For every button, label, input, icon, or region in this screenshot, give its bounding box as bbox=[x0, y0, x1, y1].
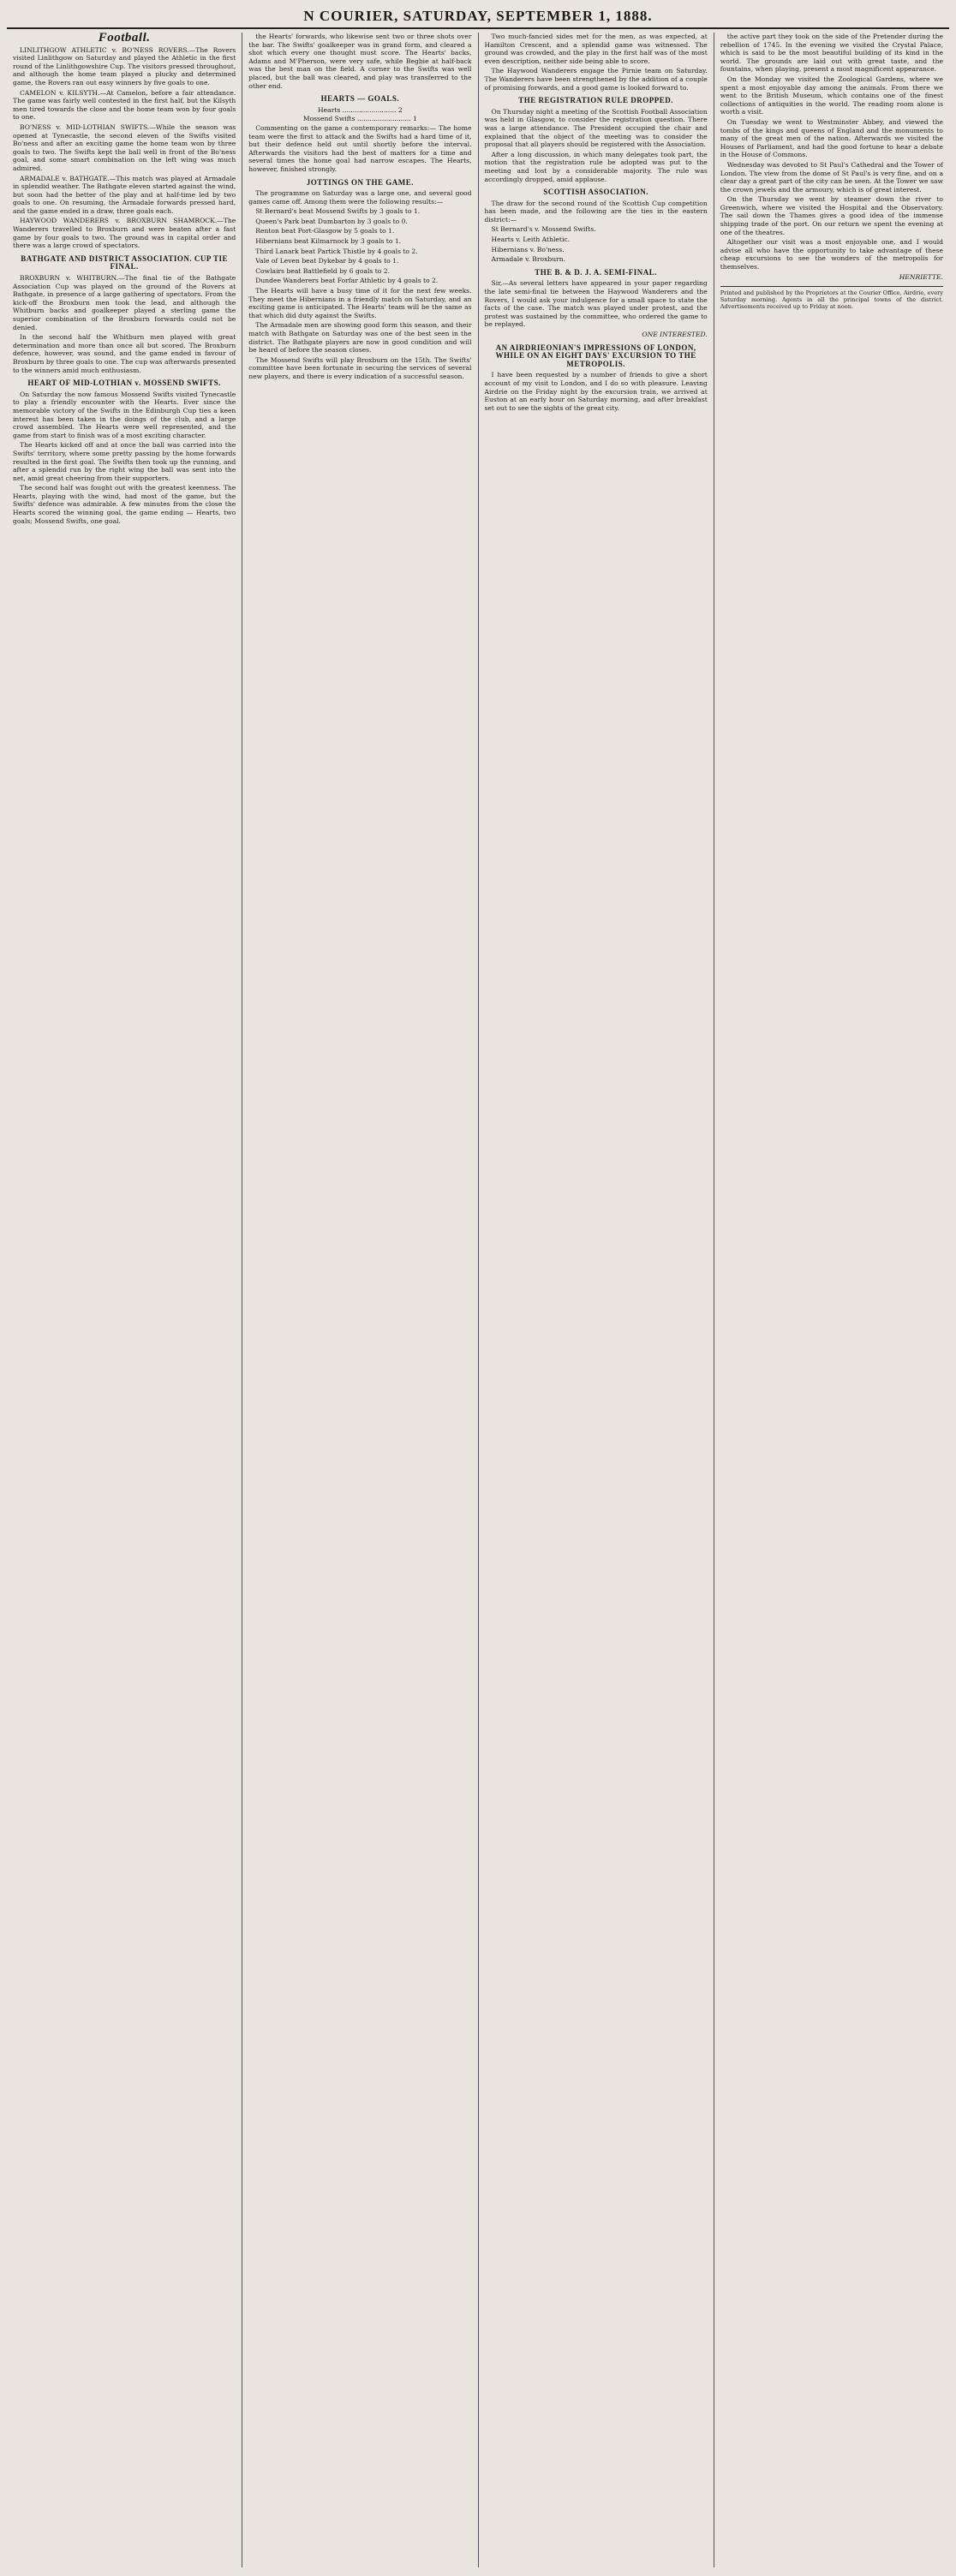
section-heading: BATHGATE AND DISTRICT ASSOCIATION. CUP TIE FINAL. bbox=[21, 253, 228, 271]
article-paragraph: After a long discussion, in which many delegates took part, the motion that the registration rule be adopted was put to the meeting and lost by a considerable majority. The rule was accordingly dropped, amid applause. bbox=[484, 150, 708, 183]
article-paragraph: the Hearts' forwards, who likewise sent two or three shots over the bar. The Swifts' goalkeeper was in grand form, and cleared a shot which every one thought must score. The Hearts' backs, Adams and M'Pherson, were very safe, while Begbie at half-back was the best man on the field. A corner to the Swifts was well placed, but the ball was cleared, and play was transferred to the other end. bbox=[248, 33, 472, 90]
masthead bbox=[7, 5, 949, 29]
article-paragraph: the active part they took on the side of the Pretender during the rebellion of 1745. In the evening we visited the Crystal Palace, which is said to be the most beautiful building of its kind in the world. The grounds are laid out with great taste, and the fountains, when playing, present a most magnificent appearance. bbox=[720, 33, 943, 74]
article-paragraph: Wednesday was devoted to St Paul's Cathedral and the Tower of London. The view from the dome of St Paul's is very fine, and on a clear day a great part of the city can be seen. At the Tower we saw the crown jewels and the armoury, which is of great interest. bbox=[720, 160, 943, 194]
article-paragraph: The programme on Saturday was a large one, and several good games came off. Among them were the following results:— bbox=[248, 189, 472, 206]
article-paragraph: Sir,—As several letters have appeared in your paper regarding the late semi-final tie between the Haywood Wanderers and the Rovers, I would ask your indulgence for a small space to state the facts of the case. The match was played under protest, and the protest was sustained by the committee, who ordered the game to be replayed. bbox=[484, 279, 708, 329]
section-heading: HEART OF MID-LOTHIAN v. MOSSEND SWIFTS. bbox=[27, 379, 221, 388]
article-paragraph: On the Monday we visited the Zoological Gardens, where we spent a most enjoyable day among the animals. From there we went to the British Museum, which contains one of the finest collections of antiquities in the world. The reading room alone is worth a visit. bbox=[720, 75, 943, 116]
result-item: Armadale v. Broxburn. bbox=[491, 255, 566, 264]
article-paragraph: Commenting on the game a contemporary remarks:— The home team were the first to attack and the Swifts had a hard time of it, but their defence held out until shortly before the interval. Afterwards the visitors had the best of matters for a time and several times the home goal had narrow escapes. The Hearts, however, finished strongly. bbox=[248, 123, 472, 173]
article-paragraph: On Tuesday we went to Westminster Abbey, and viewed the tombs of the kings and queens of England and the monuments to many of the great men of the nation. Afterwards we visited the Houses of Parliament, and had the good fortune to hear a debate in the House of Commons. bbox=[720, 117, 943, 159]
section-heading: JOTTINGS ON THE GAME. bbox=[306, 177, 415, 187]
result-item: Cowlairs beat Battlefield by 6 goals to 2. bbox=[255, 266, 390, 275]
article-paragraph: ARMADALE v. BATHGATE.—This match was played at Armadale in splendid weather. The Bathgate eleven started against the wind, but soon had the better of the play and at half-time led by two goals to one. On resuming, the Armadale forwards pressed hard, and the game ended in a draw, three goals each. bbox=[13, 174, 236, 215]
article-paragraph: LINLITHGOW ATHLETIC v. BO'NESS ROVERS.—The Rovers visited Linlithgow on Saturday and played the Athletic in the first round of the Linlithgowshire Cup. The visitors pressed throughout, and although the home team played a plucky and determined game, the Rovers ran out easy winners by five goals to one. bbox=[13, 45, 236, 86]
section-heading: AN AIRDRIEONIAN'S IMPRESSIONS OF LONDON, WHILE ON AN EIGHT DAYS' EXCURSION TO THE METROPOLIS. bbox=[495, 343, 696, 368]
masthead-title: N COURIER, SATURDAY, SEPTEMBER 1, 1888. bbox=[303, 8, 653, 24]
result-item: Hibernians beat Kilmarnock by 3 goals to 1. bbox=[255, 237, 402, 246]
column-4 bbox=[714, 33, 949, 2567]
result-item: Queen's Park beat Dumbarton by 3 goals to 0. bbox=[255, 217, 408, 225]
columns bbox=[7, 33, 949, 2567]
score-line: Hearts .......................... 2 bbox=[318, 105, 403, 114]
article-paragraph: HAYWOOD WANDERERS v. BROXBURN SHAMROCK.—The Wanderers travelled to Broxburn and were beaten after a fast game by four goals to two. The ground was in capital order and there was a large crowd of spectators. bbox=[13, 217, 236, 250]
result-item: Third Lanark beat Partick Thistle by 4 goals to 2. bbox=[255, 247, 418, 255]
section-heading: Football. bbox=[98, 33, 151, 45]
article-paragraph: Two much-fancied sides met for the men, as was expected, at Hamilton Crescent, and a splendid game was witnessed. The ground was crowded, and the play in the first half was of the most even description, neither side being able to score. bbox=[484, 33, 708, 65]
article-paragraph: I have been requested by a number of friends to give a short account of my visit to London, and I do so with pleasure. Leaving Airdrie on the Friday night by the excursion train, we arrived at Euston at an early hour on Saturday morning, and after breakfast set out to see the sights of the great city. bbox=[484, 371, 708, 412]
column-2 bbox=[242, 33, 477, 2567]
section-heading: THE B. & D. J. A. SEMI-FINAL. bbox=[535, 267, 657, 277]
imprint-notice: Printed and published by the Proprietors at the Courier Office, Airdrie, every Saturday morning. Agents in all the principal towns of the district. Advertisements received up to Friday at noon. bbox=[720, 286, 943, 310]
article-paragraph: CAMELON v. KILSYTH.—At Camelon, before a fair attendance. The game was fairly well contested in the first half, but the Kilsyth men tired towards the close and the home team won by four goals to one. bbox=[13, 88, 236, 122]
result-item: Renton beat Port-Glasgow by 5 goals to 1. bbox=[255, 227, 395, 236]
article-paragraph: The Armadale men are showing good form this season, and their match with Bathgate on Saturday was one of the best seen in the district. The Bathgate players are now in good condition and will be heard of before the season closes. bbox=[248, 321, 472, 355]
column-3 bbox=[478, 33, 714, 2567]
section-heading: HEARTS — GOALS. bbox=[320, 94, 400, 104]
column-1 bbox=[7, 33, 242, 2567]
article-paragraph: The Hearts will have a busy time of it for the next few weeks. They meet the Hibernians in a friendly match on Saturday, and an exciting game is anticipated. The Hearts' team will be the same as that which did duty against the Swifts. bbox=[248, 287, 472, 319]
result-item: St Bernard's v. Mossend Swifts. bbox=[491, 225, 596, 234]
signature: ONE INTERESTED. bbox=[642, 331, 708, 338]
result-item: Dundee Wanderers beat Forfar Athletic by 4 goals to 2. bbox=[255, 277, 439, 285]
article-paragraph: BROXBURN v. WHITBURN.—The final tie of the Bathgate Association Cup was played on the ground of the Rovers at Bathgate, in presence of a large gathering of spectators. From the kick-off the Broxburn men took the lead, and although the Whitburn backs and goalkeeper played a sterling game the superior combination of the Broxburn forwards could not be denied. bbox=[13, 274, 236, 331]
result-item: Vale of Leven beat Dykebar by 4 goals to 1. bbox=[255, 257, 399, 265]
article-paragraph: On Saturday the now famous Mossend Swifts visited Tynecastle to play a friendly encounter with the Hearts. Ever since the memorable victory of the Swifts in the Edinburgh Cup ties a keen interest has been taken in the doings of the club, and a large crowd assembled. The Hearts were well represented, and the game from start to finish was of a most exciting character. bbox=[13, 390, 236, 439]
article-paragraph: The Haywood Wanderers engage the Pirnie team on Saturday. The Wanderers have been strengthened by the addition of a couple of promising forwards, and a good game is looked forward to. bbox=[484, 67, 708, 92]
article-paragraph: The second half was fought out with the greatest keenness. The Hearts, playing with the wind, had most of the game, but the Swifts' defence was admirable. A few minutes from the close the Hearts scored the winning goal, the game ending — Hearts, two goals; Mossend Swifts, one goal. bbox=[13, 484, 236, 525]
article-paragraph: On Thursday night a meeting of the Scottish Football Association was held in Glasgow, to consider the registration question. There was a large attendance. The President occupied the chair and explained that the object of the meeting was to consider the proposal that all players should be registered with the Association. bbox=[484, 107, 708, 149]
article-paragraph: BO'NESS v. MID-LOTHIAN SWIFTS.—While the season was opened at Tynecastle, the second eleven of the Swifts visited Bo'ness and after an exciting game the home team won by three goals to two. The Swifts kept the ball well in front of the Bo'ness goal, and some smart combination on the left wing was much admired. bbox=[13, 122, 236, 172]
article-paragraph: The Mossend Swifts will play Broxburn on the 15th. The Swifts' committee have been fortunate in securing the services of several new players, and there is every indication of a successful season. bbox=[248, 355, 472, 380]
result-item: Hearts v. Leith Athletic. bbox=[491, 236, 571, 244]
article-paragraph: In the second half the Whitburn men played with great determination and more than once all but scored. The Broxburn defence, however, was sound, and the game ended in favour of Broxburn by three goals to one. The cup was afterwards presented to the winners amid much enthusiasm. bbox=[13, 333, 236, 374]
article-paragraph: Altogether our visit was a most enjoyable one, and I would advise all who have the opportunity to take advantage of these cheap excursions to see the wonders of the metropolis for themselves. bbox=[720, 238, 943, 271]
section-heading: THE REGISTRATION RULE DROPPED. bbox=[518, 96, 674, 105]
result-item: Hibernians v. Bo'ness. bbox=[491, 245, 565, 253]
article-paragraph: On the Thursday we went by steamer down the river to Greenwich, where we visited the Hospital and the Observatory. The sail down the Thames gives a good idea of the immense shipping trade of the port. On our return we spent the evening at one of the theatres. bbox=[720, 195, 943, 236]
article-paragraph: The Hearts kicked off and at once the ball was carried into the Swifts' territory, where some pretty passing by the home forwards resulted in the first goal. The Swifts then took up the running, and after a splendid run by the right wing the ball was sent into the net, amid great cheering from their supporters. bbox=[13, 441, 236, 482]
score-line: Mossend Swifts .......................... 1 bbox=[302, 115, 417, 123]
result-item: St Bernard's beat Mossend Swifts by 3 goals to 1. bbox=[255, 207, 421, 216]
article-paragraph: The draw for the second round of the Scottish Cup competition has been made, and the following are the ties in the eastern district:— bbox=[484, 199, 708, 224]
signature: HENRIETTE. bbox=[899, 272, 943, 281]
section-heading: SCOTTISH ASSOCIATION. bbox=[543, 188, 649, 197]
